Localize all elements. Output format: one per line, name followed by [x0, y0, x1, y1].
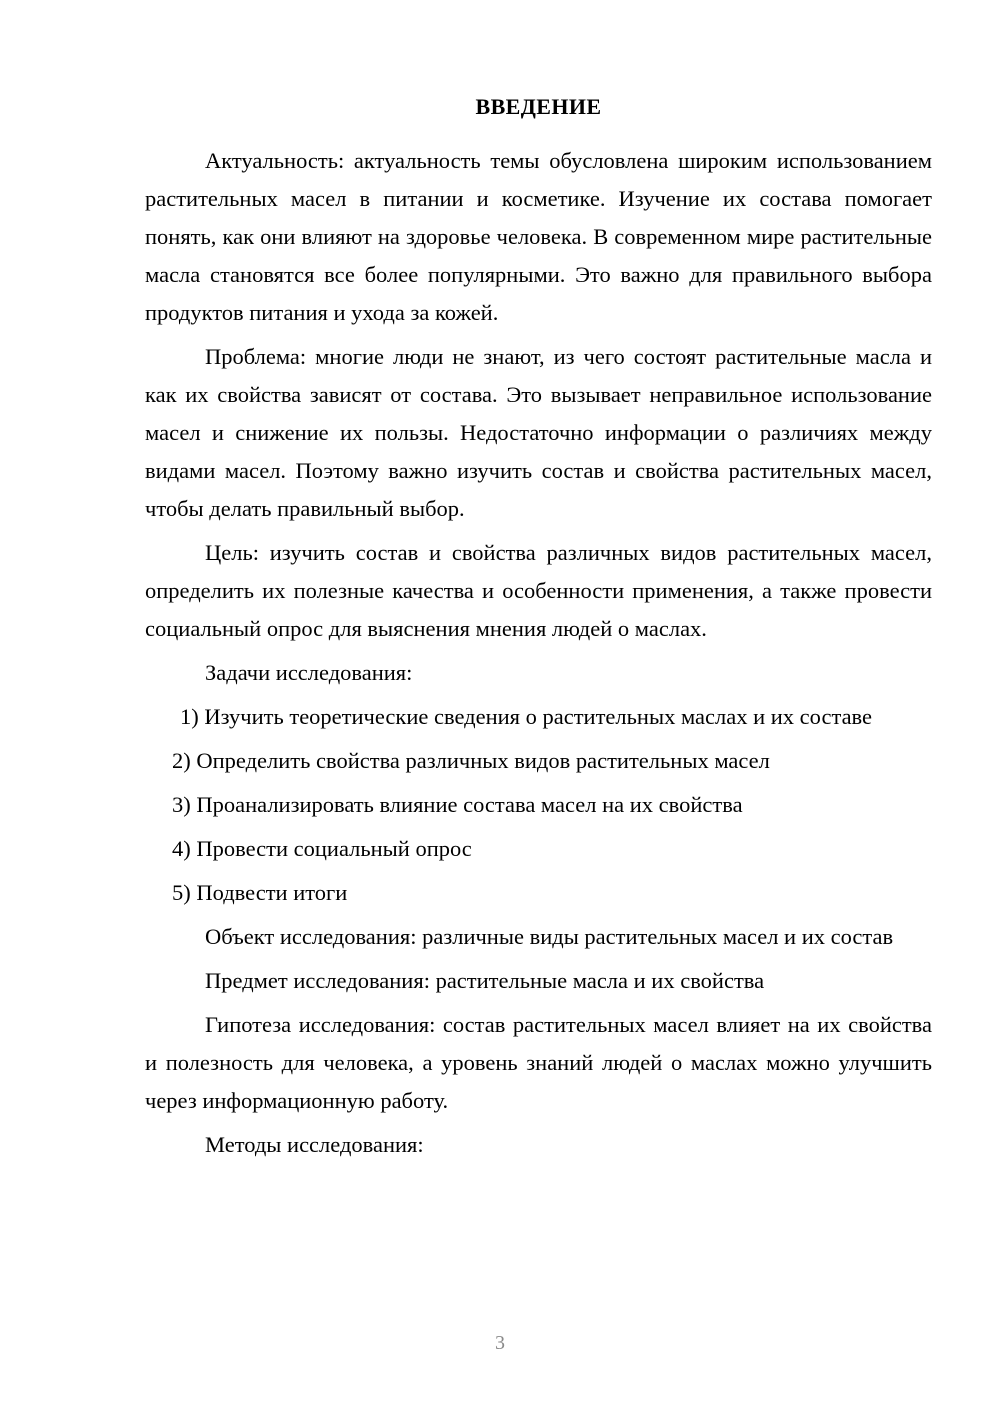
task-item-5: 5) Подвести итоги [172, 880, 348, 905]
paragraph-subject: Предмет исследования: растительные масла и их свойства [205, 968, 765, 993]
page-number: 3 [495, 1332, 505, 1354]
paragraph-methods-heading: Методы исследования: [205, 1132, 424, 1157]
page-title: ВВЕДЕНИЕ [475, 94, 602, 119]
task-item-4: 4) Провести социальный опрос [172, 836, 472, 861]
task-item-2: 2) Определить свойства различных видов растительных масел [172, 748, 770, 773]
paragraph-tasks-heading: Задачи исследования: [205, 660, 413, 685]
document-body [145, 92, 932, 1164]
paragraph-relevance: Актуальность: актуальность темы обусловлена широким использованием растительных масел в питании и косметике. Изучение их состава помогает понять, как они влияют на здоровье человека. В современном мире растительные масла становятся все более популярными. Это важно для правильного выбора продуктов питания и ухода за кожей. [145, 148, 932, 325]
task-item-1: 1) Изучить теоретические сведения о растительных маслах и их составе [180, 704, 873, 729]
task-item-3: 3) Проанализировать влияние состава масел на их свойства [172, 792, 743, 817]
paragraph-goal: Цель: изучить состав и свойства различных видов растительных масел, определить их полезные качества и особенности применения, а также провести социальный опрос для выяснения мнения людей о маслах. [145, 540, 932, 641]
paragraph-object: Объект исследования: различные виды растительных масел и их состав [205, 924, 894, 949]
paragraph-hypothesis: Гипотеза исследования: состав растительных масел влияет на их свойства и полезность для человека, а уровень знаний людей о маслах можно улучшить через информационную работу. [145, 1012, 932, 1113]
paragraph-problem: Проблема: многие люди не знают, из чего состоят растительные масла и как их свойства зависят от состава. Это вызывает неправильное использование масел и снижение их пользы. Недостаточно информации о различиях между видами масел. Поэтому важно изучить состав и свойства растительных масел, чтобы делать правильный выбор. [145, 344, 932, 521]
